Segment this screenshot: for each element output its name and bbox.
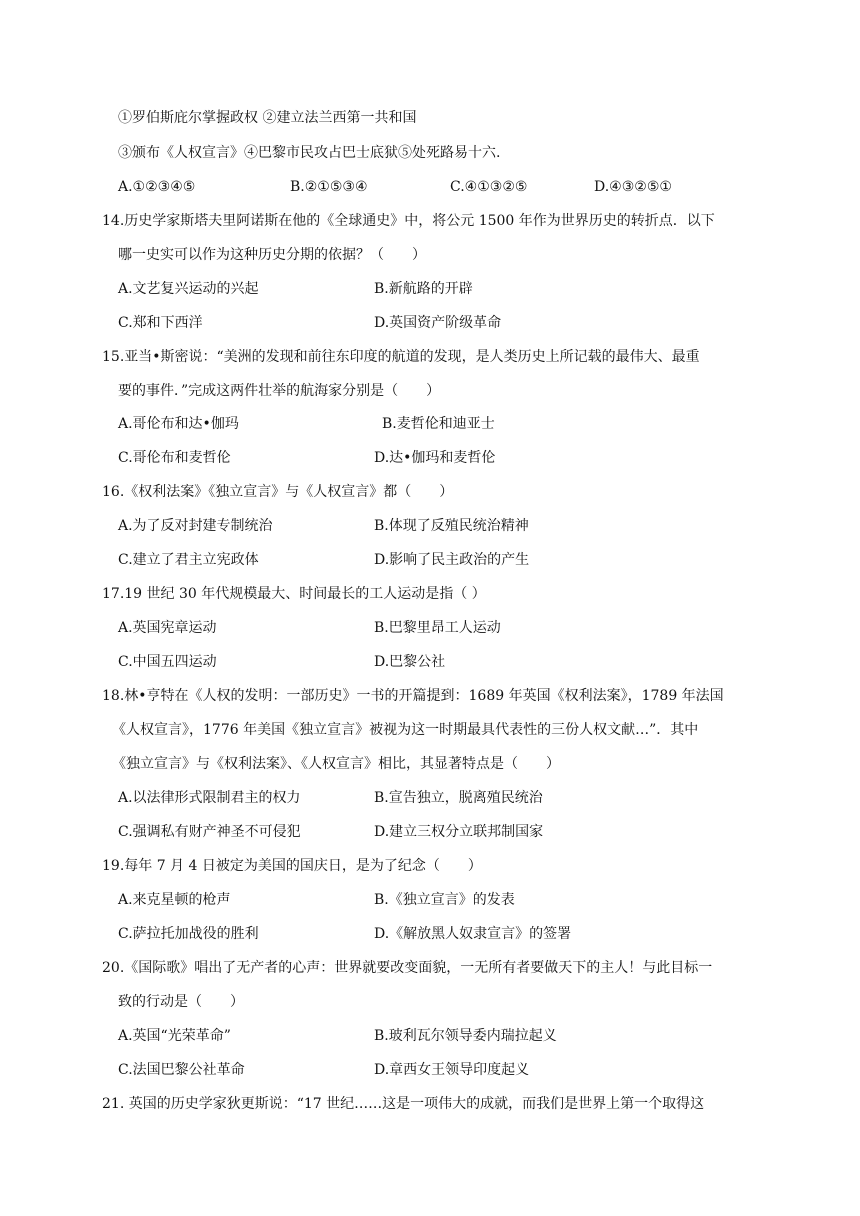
- q14-line-1: 14.历史学家斯塔夫里阿诺斯在他的《全球通史》中，将公元 1500 年作为世界历史的转折点．以下: [102, 213, 715, 229]
- q16-option-b: B.体现了反殖民统治精神: [374, 518, 529, 534]
- q19-option-d: D.《解放黑人奴隶宣言》的签署: [374, 926, 572, 942]
- q14-option-d: D.英国资产阶级革命: [374, 315, 502, 331]
- q13-option-b: B.②①⑤③④: [290, 179, 368, 195]
- q18-line-1: 18.林•亨特在《人权的发明：一部历史》一书的开篇提到：1689 年英国《权利法案》，1789 年法国: [102, 688, 724, 704]
- q17-option-d: D.巴黎公社: [374, 654, 446, 670]
- q15-option-a: A.哥伦布和达•伽玛: [118, 416, 239, 432]
- q20-option-a: A.英国“光荣革命”: [118, 1028, 231, 1044]
- q20-option-b: B.玻利瓦尔领导委内瑞拉起义: [374, 1028, 557, 1044]
- q15-line-2: 要的事件．”完成这两件壮举的航海家分别是（ ）: [118, 383, 441, 399]
- q17-option-a: A.英国宪章运动: [118, 620, 217, 636]
- q18-line-3: 《独立宣言》与《权利法案》、《人权宣言》相比，其显著特点是（ ）: [112, 756, 560, 772]
- q15-line-1: 15.亚当•斯密说：“美洲的发现和前往东印度的航道的发现，是人类历史上所记载的最伟大、最重: [102, 349, 700, 365]
- q17-line-1: 17.19 世纪 30 年代规模最大、时间最长的工人运动是指（ ）: [102, 586, 486, 602]
- q20-line-2: 致的行动是（ ）: [118, 994, 244, 1010]
- q14-option-b: B.新航路的开辟: [374, 281, 473, 297]
- q20-line-1: 20.《国际歌》唱出了无产者的心声：世界就要改变面貌，一无所有者要做天下的主人！与此目标一: [102, 960, 713, 976]
- q16-option-c: C.建立了君主立宪政体: [118, 552, 259, 568]
- q18-option-c: C.强调私有财产神圣不可侵犯: [118, 824, 301, 840]
- q14-option-a: A.文艺复兴运动的兴起: [118, 281, 259, 297]
- q15-option-d: D.达•伽玛和麦哲伦: [374, 450, 496, 466]
- q19-option-c: C.萨拉托加战役的胜利: [118, 926, 259, 942]
- q19-option-a: A.来克星顿的枪声: [118, 892, 231, 908]
- q14-option-c: C.郑和下西洋: [118, 315, 203, 331]
- q19-line-1: 19.每年 7 月 4 日被定为美国的国庆日，是为了纪念（ ）: [102, 858, 482, 874]
- q14-line-2: 哪一史实可以作为这种历史分期的依据？（ ）: [118, 247, 426, 263]
- q13-line-2: ③颁布《人权宣言》④巴黎市民攻占巴士底狱⑤处死路易十六.: [118, 145, 501, 161]
- q17-option-b: B.巴黎里昂工人运动: [374, 620, 501, 636]
- q13-option-d: D.④③②⑤①: [594, 179, 672, 195]
- q21-line-1: 21. 英国的历史学家狄更斯说：“17 世纪……这是一项伟大的成就，而我们是世界上第一个取得这: [102, 1096, 705, 1112]
- q18-option-a: A.以法律形式限制君主的权力: [118, 790, 301, 806]
- q20-option-c: C.法国巴黎公社革命: [118, 1062, 245, 1078]
- q16-line-1: 16.《权利法案》《独立宣言》与《人权宣言》都（ ）: [102, 484, 454, 500]
- q16-option-d: D.影响了民主政治的产生: [374, 552, 530, 568]
- q15-option-c: C.哥伦布和麦哲伦: [118, 450, 231, 466]
- q18-line-2: 《人权宣言》，1776 年美国《独立宣言》被视为这一时期最具代表性的三份人权文献…”．其中: [112, 722, 699, 738]
- q19-option-b: B.《独立宣言》的发表: [374, 892, 515, 908]
- q17-option-c: C.中国五四运动: [118, 654, 217, 670]
- q13-option-c: C.④①③②⑤: [450, 179, 528, 195]
- q20-option-d: D.章西女王领导印度起义: [374, 1062, 530, 1078]
- q18-option-d: D.建立三权分立联邦制国家: [374, 824, 544, 840]
- q18-option-b: B.宣告独立，脱离殖民统治: [374, 790, 543, 806]
- q15-option-b: B.麦哲伦和迪亚士: [382, 416, 495, 432]
- q16-option-a: A.为了反对封建专制统治: [118, 518, 273, 534]
- q13-line-1: ①罗伯斯庇尔掌握政权 ②建立法兰西第一共和国: [118, 110, 417, 126]
- q13-option-a: A.①②③④⑤: [118, 179, 196, 195]
